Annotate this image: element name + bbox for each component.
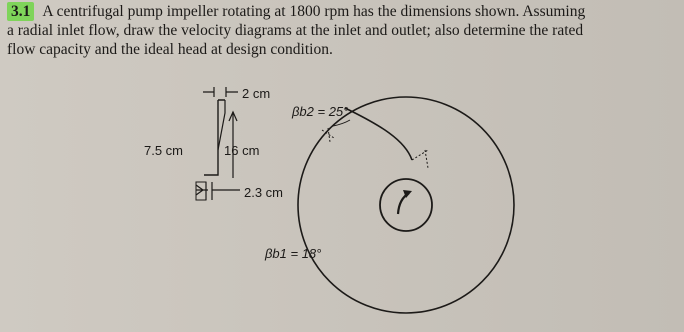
impeller-blade [345, 108, 412, 160]
width-dim-outlet [203, 87, 238, 97]
radial-dashed-line [425, 150, 428, 168]
label-2-3cm: 2.3 cm [244, 185, 284, 200]
problem-line-2: a radial inlet flow, draw the velocity diagrams at the inlet and outlet; also determine the rated [7, 22, 584, 39]
width-dim-inlet [196, 182, 240, 200]
label-16cm: 16 cm [224, 143, 260, 158]
label-2cm: 2 cm [242, 86, 271, 101]
impeller-cross-section [204, 100, 225, 175]
problem-text-1: A centrifugal pump impeller rotating at 1800 rpm has the dimensions shown. Assuming [42, 3, 586, 20]
impeller-eye-circle [380, 179, 432, 231]
label-beta-b1: βb1 = 18° [265, 246, 322, 261]
problem-line-3: flow capacity and the ideal head at design condition. [7, 41, 333, 58]
problem-number: 3.1 [7, 2, 34, 21]
impeller-outer-circle [298, 97, 514, 313]
label-7-5cm: 7.5 cm [144, 143, 184, 158]
label-beta-b2: βb2 = 25° [292, 104, 349, 119]
